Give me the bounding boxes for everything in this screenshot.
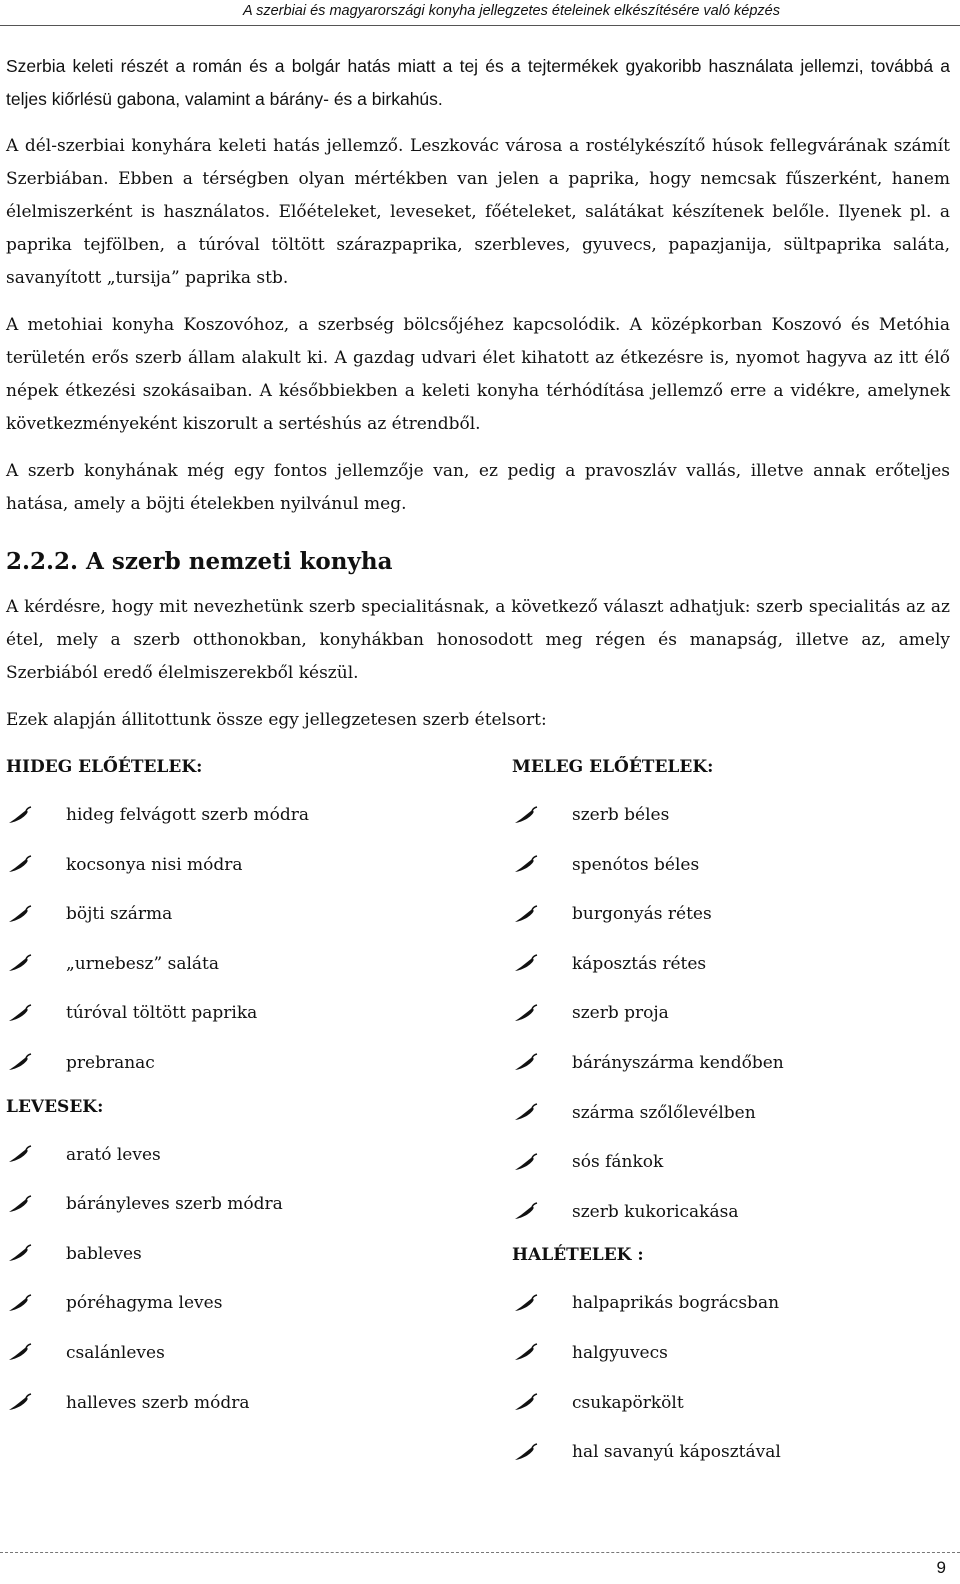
list-item-label: spenótos béles [572,854,700,875]
paragraph-metohia: A metohiai konyha Koszovóhoz, a szerbség bölcsőjéhez kapcsolódik. A középkorban Koszovó és Metóhia területén erős szerb állam alakult ki. A gazdag udvari élet kihatott az étkezésre is, nyomot hagyva az itt élő népek étkezési szokásaiban. A későbbiekben a keleti konyha térhódítása jellemző erre a vidékre, amelynek következményeként kiszorult a sertéshús az étrendből. [6,315,950,434]
list-item [512,1391,952,1416]
list-item-label: szerb kukoricakása [572,1201,739,1222]
paragraph-south-serbia: A dél-szerbiai konyhára keleti hatás jellemző. Leszkovác városa a rostélykészítő húsok fellegvárának számít Szerbiában. Ebben a térségben olyan mértékben van jelen a paprika, hogy nemcsak fűszerként, hanem élelmiszerként is használatos. Előételeket, leveseket, főételeket, salátákat készítenek belőle. Ilyenek pl. a paprika tejfölben, a túróval töltött szárazpaprika, szerbleves, gyuvecs, papazjanija, sültpaprika saláta, savanyított „tursija” paprika stb. [6,136,950,288]
pepper-icon [6,855,66,875]
list-item [512,952,952,977]
pepper-icon [512,905,572,925]
list-item-label: arató leves [66,1144,161,1165]
pepper-icon [512,1153,572,1173]
pepper-icon [512,1393,572,1413]
warm-starters-title: MELEG ELŐÉTELEK: [512,757,714,777]
list-item [512,1440,952,1465]
list-item [512,902,952,927]
pepper-icon [512,806,572,826]
list-item [6,1341,486,1366]
list-item-label: káposztás rétes [572,953,707,974]
list-item [512,1001,952,1026]
pepper-icon [512,1004,572,1024]
paragraph-east-serbia: Szerbia keleti részét a román és a bolgár hatás miatt a tej és a tejtermékek gyakoribb használata jellemzi, továbbá a teljes kiőrlésü gabona, valamint a bárány- és a birkahús. [6,56,950,109]
pepper-icon [512,1103,572,1123]
cold-starters-title: HIDEG ELŐÉTELEK: [6,757,203,777]
pepper-icon [6,806,66,826]
list-item [512,1341,952,1366]
pepper-icon [6,905,66,925]
pepper-icon [512,1294,572,1314]
list-item [512,1150,952,1175]
list-item-label: halleves szerb módra [66,1392,250,1413]
list-item-label: halpaprikás bográcsban [572,1293,780,1314]
menu-intro: Ezek alapján állitottunk össze egy jellegzetesen szerb ételsort: [6,710,547,730]
list-item [6,803,486,828]
list-item-label: sós fánkok [572,1152,664,1173]
cold-starters-list [6,803,486,1076]
pepper-icon [6,1294,66,1314]
list-item [512,1101,952,1126]
fish-dishes-list [512,1291,952,1465]
page-header [0,0,960,26]
pepper-icon [6,1343,66,1363]
list-item-label: csalánleves [66,1342,165,1363]
list-item-label: bárányszárma kendőben [572,1052,784,1073]
list-item [512,1200,952,1225]
header-title: A szerbiai és magyarországi konyha jellegzetes ételeinek elkészítésére való képzés [242,3,780,19]
pepper-icon [6,1195,66,1215]
menu-column-left [6,755,486,1440]
list-item [6,853,486,878]
document-body [6,50,950,1463]
list-item-label: halgyuvecs [572,1342,668,1363]
pepper-icon [6,1244,66,1264]
section-paragraph: A kérdésre, hogy mit nevezhetünk szerb specialitásnak, a következő választ adhatjuk: szerb specialitás az az étel, mely a szerb otthonokban, konyhákban honosodott meg régen és manapság, illetve az, amely Szerbiából eredő élelmiszerekből készül. [6,597,950,683]
list-item-label: bárányleves szerb módra [66,1194,283,1215]
list-item [512,803,952,828]
pepper-icon [6,1145,66,1165]
pepper-icon [512,1202,572,1222]
list-item-label: „urnebesz” saláta [66,953,220,974]
list-item [512,1291,952,1316]
list-item [6,1143,486,1168]
list-item [512,853,952,878]
list-item [6,1291,486,1316]
pepper-icon [512,1343,572,1363]
list-item-label: póréhagyma leves [66,1293,223,1314]
list-item-label: szerb proja [572,1003,669,1024]
list-item-label: kocsonya nisi módra [66,854,243,875]
list-item-label: bableves [66,1243,142,1264]
menu-columns [6,755,950,1463]
list-item-label: böjti szárma [66,904,173,925]
list-item [6,1242,486,1267]
pepper-icon [6,1053,66,1073]
pepper-icon [512,954,572,974]
list-item-label: hal savanyú káposztával [572,1442,781,1463]
list-item [6,902,486,927]
pepper-icon [512,855,572,875]
list-item [6,1192,486,1217]
warm-starters-list [512,803,952,1225]
list-item-label: burgonyás rétes [572,904,712,925]
list-item [6,1391,486,1416]
pepper-icon [6,954,66,974]
list-item-label: szerb béles [572,805,670,825]
paragraph-orthodox: A szerb konyhának még egy fontos jellemzője van, ez pedig a pravoszláv vallás, illetve annak erőteljes hatása, amely a böjti ételekben nyilvánul meg. [6,461,950,514]
list-item [512,1051,952,1076]
list-item-label: túróval töltött paprika [66,1003,258,1024]
soups-title: LEVESEK: [6,1096,104,1117]
list-item [6,952,486,977]
pepper-icon [512,1443,572,1463]
pepper-icon [6,1004,66,1024]
page-number: 9 [936,1558,946,1577]
fish-dishes-title: HALÉTELEK : [512,1245,644,1266]
footer-rule [0,1552,960,1553]
list-item-label: szárma szőlőlevélben [572,1102,756,1123]
list-item-label: prebranac [66,1052,155,1073]
list-item-label: csukapörkölt [572,1392,684,1413]
soups-list [6,1143,486,1416]
list-item [6,1001,486,1026]
pepper-icon [512,1053,572,1073]
pepper-icon [6,1393,66,1413]
list-item-label: hideg felvágott szerb módra [66,805,309,825]
menu-column-right [512,755,952,1490]
section-heading: 2.2.2. A szerb nemzeti konyha [6,548,393,575]
list-item [6,1051,486,1076]
